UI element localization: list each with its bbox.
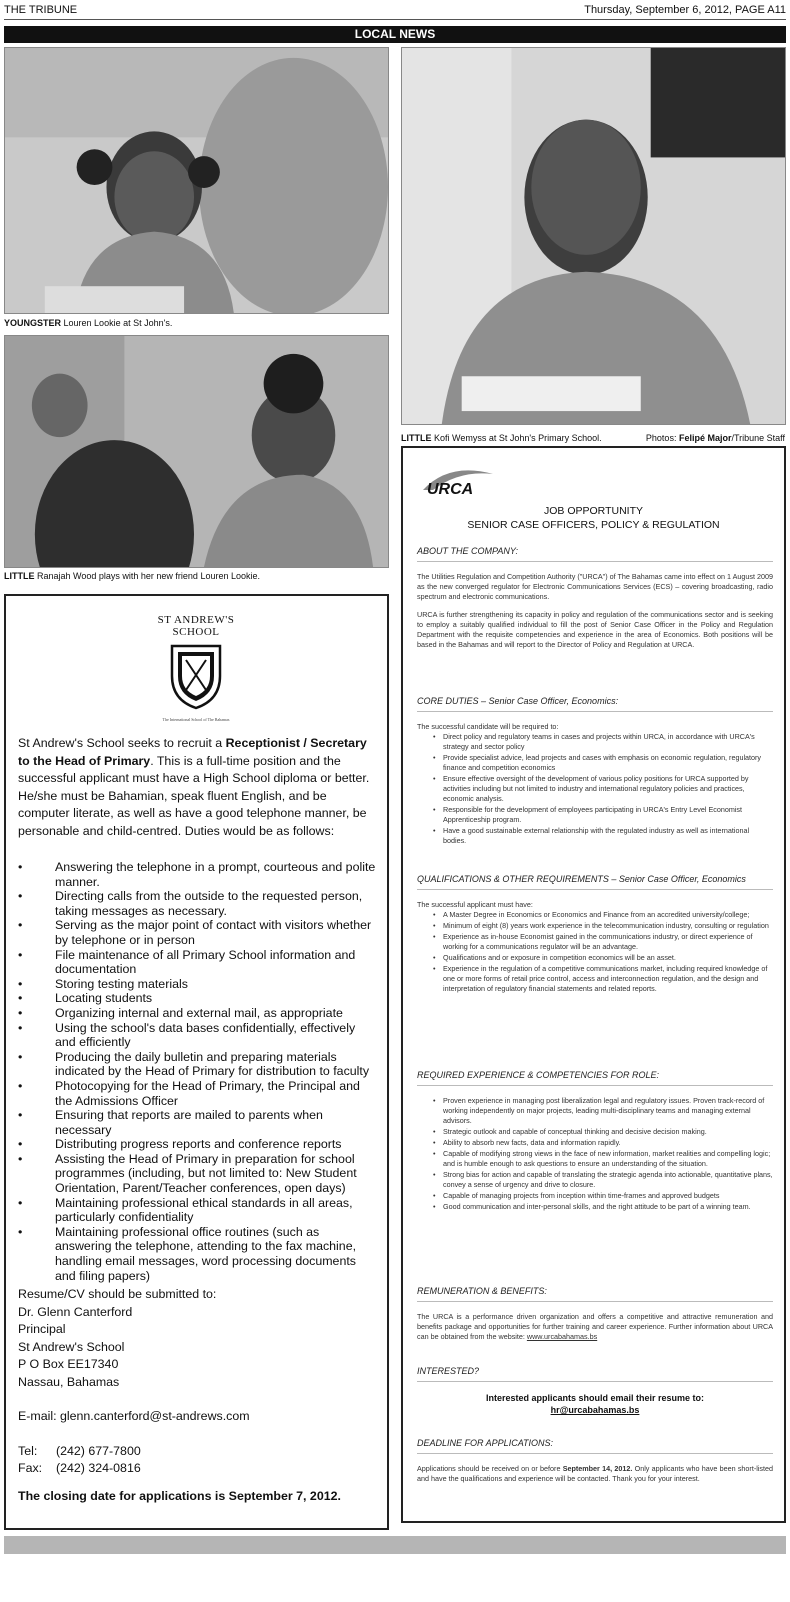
- list-item: • Strategic outlook and capable of conceptual thinking and decisive decision making.: [433, 1127, 773, 1137]
- section-heading: REQUIRED EXPERIENCE & COMPETENCIES FOR ROLE:: [417, 1070, 773, 1086]
- qualifications-section: QUALIFICATIONS & OTHER REQUIREMENTS – Senior Case Officer, Economics The successful applicant must have: • A Master Degree in Economics or Economics and Finance from an accredited university/college; • Minimum of eight (8) years work experience in the telecommunication industry, consulting or regulation • Experience as in-house Economist gained in the communications industry, or direct experience of working for a communications regulator will be an advantage. • Qualifications and or exposure in competition economics will be an asset. • Experience in the regulation of a competitive communications market, including required knowledge of one or more forms of retail price control, access and interconnection regulation, and the design and interpretation of regulatory financial statements and related reports.: [417, 874, 773, 995]
- address-line: Principal: [18, 1322, 66, 1336]
- list-item: • Responsible for the development of employees participating in URCA's Entry Level Economist Apprenticeship program.: [433, 805, 773, 825]
- tel-line: Tel: (242) 677-7800: [18, 1443, 141, 1458]
- caption-photo-1: [4, 318, 172, 328]
- crest-name-1: ST ANDREW'S: [157, 614, 235, 626]
- address-line: Dr. Glenn Canterford: [18, 1304, 133, 1319]
- caption-photo-2: [4, 571, 260, 581]
- caption-text: Ranajah Wood plays with her new friend Louren Lookie.: [37, 571, 260, 581]
- list-item: • Producing the daily bulletin and preparing materials indicated by the Head of Primary for distribution to faculty: [18, 1050, 378, 1079]
- caption-photo-3: [401, 433, 602, 443]
- list-item: • Have a good sustainable external relationship with the regulated industry as well as international bodies.: [433, 826, 773, 846]
- list-item: • Photocopying for the Head of Primary, the Principal and the Admissions Officer: [18, 1079, 378, 1108]
- list-item: • Directing calls from the outside to the requested person, taking messages as necessary.: [18, 889, 378, 918]
- st-andrews-body: [18, 735, 378, 1283]
- list-item: • Maintaining professional ethical standards in all areas, particularly confidentiality: [18, 1196, 378, 1225]
- address-line: St Andrew's School: [18, 1339, 125, 1354]
- submit-to: Resume/CV should be submitted to:: [18, 1287, 217, 1301]
- list-item: • Ensuring that reports are mailed to parents when necessary: [18, 1108, 378, 1137]
- list-item: • Minimum of eight (8) years work experience in the telecommunication industry, consulting or regulation: [433, 921, 773, 931]
- caption-lead: YOUNGSTER: [4, 318, 62, 328]
- caption-text: Kofi Wemyss at St John's Primary School.: [434, 433, 602, 443]
- job-title: JOB OPPORTUNITY SENIOR CASE OFFICERS, POLICY & REGULATION: [467, 505, 720, 531]
- list-item: • Using the school's data bases confidentially, effectively and efficiently: [18, 1021, 378, 1050]
- interested-section: [417, 1366, 773, 1416]
- crest-tagline: The International School of The Bahamas: [162, 717, 230, 722]
- fax-line: Fax: (242) 324-0816: [18, 1461, 141, 1475]
- list-item: • File maintenance of all Primary School information and documentation: [18, 948, 378, 977]
- list-item: • Qualifications and or exposure in competition economics will be an asset.: [433, 953, 773, 963]
- list-item: • Ability to absorb new facts, data and information rapidly.: [433, 1138, 773, 1148]
- caption-lead: LITTLE: [4, 571, 35, 581]
- contact-block: [18, 1286, 378, 1478]
- footer-bar: [4, 1536, 786, 1554]
- list-item: • Assisting the Head of Primary in preparation for school programmes (including, but not limited to: New Student Orientation, Parent/Teacher conferences, open days): [18, 1152, 378, 1196]
- list-item: • Capable of managing projects from inception within time-frames and approved budgets: [433, 1191, 773, 1201]
- shield-icon: [168, 642, 224, 710]
- apply-email-link[interactable]: hr@urcabahamas.bs: [550, 1405, 640, 1415]
- paper-name: THE TRIBUNE: [4, 4, 78, 16]
- urca-ad: [401, 446, 786, 1523]
- about-section: ABOUT THE COMPANY: The Utilities Regulation and Competition Authority ("URCA") of The Bahamas came into effect on 1 August 2009 as the new converged regulator for Electronic Communications Services (ECS) – covering broadcasting, radio spectrum and electronic communications. URCA is further strengthening its capacity in policy and regulation of the communications sector and is seeking to employ a suitably qualified individual to fill the post of Senior Case Officer in the Policy and Regulation Department with the requisite competencies and experience in the area of Economics. Both positions will be based in the Bahamas and will report to the Director of Policy and Regulation at URCA.: [417, 546, 773, 649]
- list-item: • Experience as in-house Economist gained in the communications industry, or direct experience of working for a communications regulator will be an advantage.: [433, 932, 773, 952]
- list-item: • Storing testing materials: [18, 977, 378, 992]
- list-item: • Maintaining professional office routines (such as answering the telephone, attending to the fax machine, handling email messages, word processing documents and filing papers): [18, 1225, 378, 1283]
- website-link[interactable]: www.urcabahamas.bs: [526, 1332, 598, 1341]
- list-item: • Distributing progress reports and conference reports: [18, 1137, 378, 1152]
- section-heading: QUALIFICATIONS & OTHER REQUIREMENTS – Senior Case Officer, Economics: [417, 874, 773, 890]
- deadline-section: DEADLINE FOR APPLICATIONS: Applications should be received on or before September 14, 2012. Only applicants who have been short-listed and have the qualifications and experience will be contacted. Thank you for your interest.: [417, 1438, 773, 1483]
- photographer: Felipé Major: [678, 433, 732, 443]
- caption-lead: LITTLE: [401, 433, 432, 443]
- list-item: • Locating students: [18, 991, 378, 1006]
- school-crest: [148, 614, 244, 722]
- list-item: • Ensure effective oversight of the development of various policy positions for URCA supported by activities including but not limited to industry and international regulatory policies and practices, economic analysis.: [433, 774, 773, 804]
- list-item: • Good communication and inter-personal skills, and the right attitude to be part of a winning team.: [433, 1202, 773, 1212]
- list-item: • Experience in the regulation of a competitive communications market, including required knowledge of one or more forms of retail price control, access and interconnection regulation, and the design and interpretation of regulatory financial statements and related reports.: [433, 964, 773, 994]
- masthead: [4, 4, 786, 20]
- section-heading: CORE DUTIES – Senior Case Officer, Economics:: [417, 696, 773, 712]
- dateline: Thursday, September 6, 2012, PAGE A11: [584, 4, 786, 16]
- photo-credit: Photos: Felipé Major/Tribune Staff: [645, 433, 785, 443]
- list-item: • Proven experience in managing post liberalization legal and regulatory issues. Proven track-record of working independently on major projects, leading multi-disciplinary teams and managing external advisors.: [433, 1096, 773, 1126]
- duties-section: CORE DUTIES – Senior Case Officer, Economics: The successful candidate will be required to: • Direct policy and regulatory teams in cases and projects within URCA, in accordance with URCA's strategy and sector policy • Provide specialist advice, lead projects and cases with emphasis on economic regulation, regulatory finance and competition economics • Ensure effective oversight of the development of various policy positions for URCA supported by activities including but not limited to industry and international regulatory policies and practices, economic analysis. • Responsible for the development of employees participating in URCA's Entry Level Economist Apprenticeship program. • Have a good sustainable external relationship with the regulated industry as well as international bodies.: [417, 696, 773, 847]
- list-item: • Provide specialist advice, lead projects and cases with emphasis on economic regulation, regulatory finance and competition economics: [433, 753, 773, 773]
- caption-text: Louren Lookie at St John's.: [63, 318, 173, 328]
- urca-logo-icon: [419, 460, 497, 502]
- email-line: E-mail: glenn.canterford@st-andrews.com: [18, 1409, 250, 1423]
- deadline-date: September 14, 2012.: [562, 1464, 633, 1473]
- list-item: • A Master Degree in Economics or Economics and Finance from an accredited university/college;: [433, 910, 773, 920]
- crest-name-2: SCHOOL: [172, 626, 220, 638]
- section-heading: REMUNERATION & BENEFITS:: [417, 1286, 773, 1302]
- list-item: • Capable of modifying strong views in the face of new information, market realities and compelling logic; and is humble enough to ask questions to ensure an understanding of the situation.: [433, 1149, 773, 1169]
- photo-kofi: [401, 47, 786, 425]
- photo-ranajah: [4, 335, 389, 568]
- experience-section: [417, 1070, 773, 1213]
- duties-list: [18, 860, 378, 1283]
- section-heading: ABOUT THE COMPANY:: [417, 546, 773, 562]
- remuneration-section: REMUNERATION & BENEFITS: The URCA is a performance driven organization and offers a competitive and attractive remuneration and benefits package and opportunities for further training and career experience. Further information about URCA can be obtained from the website: www.urcabahamas.bs: [417, 1286, 773, 1341]
- logo-text: URCA: [427, 481, 474, 498]
- apply-instruction: Interested applicants should email their resume to:: [485, 1393, 705, 1403]
- urca-logo: [419, 460, 497, 502]
- st-andrews-ad: [4, 594, 389, 1530]
- position-title: Receptionist / Secretary to the Head of Primary: [18, 736, 367, 768]
- section-heading: INTERESTED?: [417, 1366, 773, 1382]
- list-item: • Strong bias for action and capable of translating the strategic agenda into actionable, quantitative plans, convey a sense of urgency and drive to closure.: [433, 1170, 773, 1190]
- list-item: • Organizing internal and external mail, as appropriate: [18, 1006, 378, 1021]
- list-item: • Answering the telephone in a prompt, courteous and polite manner.: [18, 860, 378, 889]
- intro-paragraph: St Andrew's School seeks to recruit a Receptionist / Secretary to the Head of Primary. This is a full-time position and the successful applicant must have a High School diploma or better. He/she must be Bahamian, speak fluent English, and be computer literate, as well as have a good telephone manner, be personable and child-centred. Duties would be as follows:: [18, 736, 370, 838]
- closing-date: The closing date for applications is September 7, 2012.: [18, 1489, 341, 1503]
- address-line: Nassau, Bahamas: [18, 1374, 120, 1389]
- list-item: • Direct policy and regulatory teams in cases and projects within URCA, in accordance with URCA's strategy and sector policy: [433, 732, 773, 752]
- photo-youngster: [4, 47, 389, 314]
- address-line: P O Box EE17340: [18, 1357, 119, 1371]
- list-item: • Serving as the major point of contact with visitors whether by telephone or in person: [18, 918, 378, 947]
- section-title: LOCAL NEWS: [4, 26, 786, 43]
- section-heading: DEADLINE FOR APPLICATIONS:: [417, 1438, 773, 1454]
